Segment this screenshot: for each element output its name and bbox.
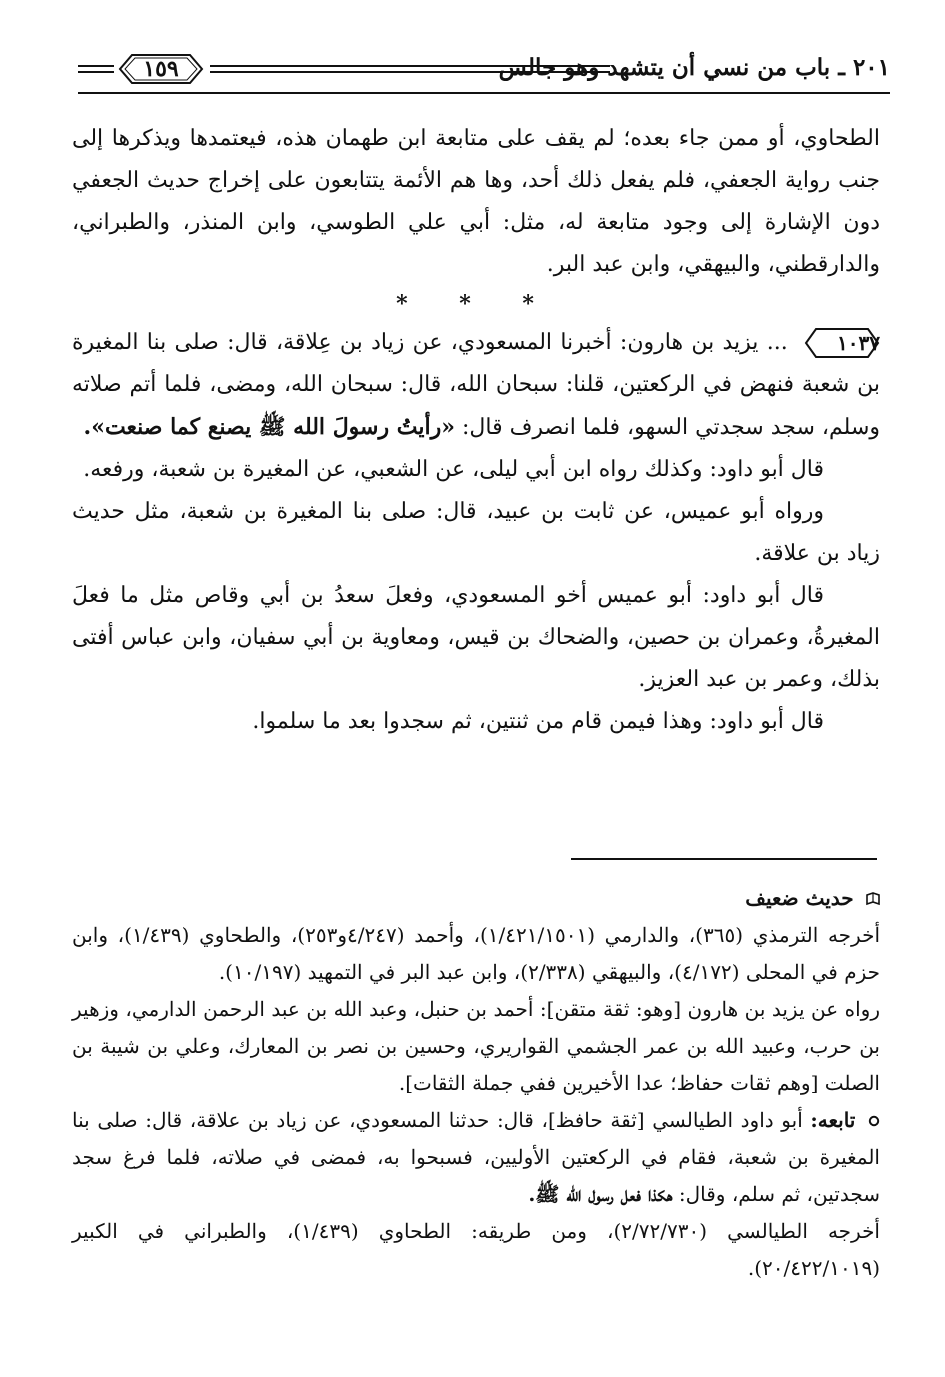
page-number: ١٥٩ <box>143 56 179 82</box>
footnote-paragraph: رواه عن يزيد بن هارون [وهو: ثقة متقن]: أحمد بن حنبل، وعبد الله بن عبد الرحمن الدارمي، وزهير بن حرب، وعبيد الله بن عمر الجشمي القواريري، وحسين بن نصر بن المعارك، وعلي بن شيبة بن الصلت [وهم ثقات حفاظ؛ عدا الأخيرين ففي جملة الثقات]. <box>72 997 880 1095</box>
hadith-number-badge <box>804 326 880 360</box>
hadith-grade: حديث ضعيف <box>745 886 854 910</box>
hadith-text: ... يزيد بن هارون: أخبرنا المسعودي، عن زياد بن عِلاقة، قال: صلى بنا المغيرة بن شعبة فنهض في الركعتين، قلنا: سبحان الله، قال: سبحان الله، ومضى، فلما أتم صلاته وسلم، سجد سجدتي السهو، فلما انصرف قال: <box>72 330 880 440</box>
running-header <box>78 52 890 104</box>
hadith-quote: «رأيتُ رسولَ الله ﷺ يصنع كما صنعت». <box>83 414 455 440</box>
paragraph: قال أبو داود: وكذلك رواه ابن أبي ليلى، عن الشعبي، عن المغيرة بن شعبة، ورفعه. <box>83 457 824 482</box>
header-double-rule-left <box>78 65 114 73</box>
follow-up-quote: هكذا فعل رسول الله ﷺ. <box>528 1182 673 1206</box>
chapter-title: ٢٠١ ـ باب من نسي أن يتشهد وهو جالس <box>498 54 890 81</box>
main-text <box>72 118 880 743</box>
footnote-paragraph: أخرجه الطيالسي (٢/٧٢/٧٣٠)، ومن طريقه: الطحاوي (١/٤٣٩)، والطبراني في الكبير (٢٠/٤٢٢/١٠١٩). <box>72 1219 880 1280</box>
follow-up-label: تابعه: <box>810 1108 856 1132</box>
hadith-number: ١٠٣٧ <box>837 331 880 355</box>
book-mark-icon <box>866 892 880 906</box>
bullet-icon <box>868 1115 880 1127</box>
paragraph: قال أبو داود: أبو عميس أخو المسعودي، وفعلَ سعدُ بن أبي وقاص مثل ما فعلَ المغيرةُ، وعمران بن حصين، والضحاك بن قيس، ومعاوية بن أبي سفيان، وابن عباس أفتى بذلك، وعمر بن عبد العزيز. <box>72 583 880 692</box>
hadith-paragraph <box>72 322 880 449</box>
grade-line <box>72 880 880 917</box>
paragraph: قال أبو داود: وهذا فيمن قام من ثنتين، ثم سجدوا بعد ما سلموا. <box>252 709 824 734</box>
follow-up-text: أبو داود الطيالسي [ثقة حافظ]، قال: حدثنا المسعودي، عن زياد بن علاقة، قال: صلى بنا المغيرة بن شعبة، فقام في الركعتين الأوليين، فسبحوا به، فمضى في صلاته، فلما فرغ سجد سجدتين، ثم سلم، وقال: <box>72 1108 880 1206</box>
footnote-paragraph: أخرجه الترمذي (٣٦٥)، والدارمي (١/٤٢١/١٥٠١)، وأحمد (٤/٢٤٧و٢٥٣)، والطحاوي (١/٤٣٩)، وابن حزم في المحلى (٤/١٧٢)، والبيهقي (٢/٣٣٨)، وابن عبد البر في التمهيد (١٠/١٩٧). <box>72 923 881 984</box>
footnotes <box>72 880 880 1287</box>
header-underline <box>78 92 890 94</box>
section-separator: * * * <box>396 291 556 317</box>
paragraph: ورواه أبو عميس، عن ثابت بن عبيد، قال: صلى بنا المغيرة بن شعبة، مثل حديث زياد بن علاقة. <box>72 499 880 566</box>
paragraph: الطحاوي، أو ممن جاء بعده؛ لم يقف على متابعة ابن طهمان هذه، فيعتمدها ويذكرها إلى جنب رواية الجعفي، فلم يفعل ذلك أحد، وها هم الأئمة يتتابعون على إخراج حديث الجعفي دون الإشارة إلى وجود متابعة له، مثل: أبي علي الطوسي، وابن المنذر، والطبراني، والدارقطني، والبيهقي، وابن عبد البر. <box>72 126 880 277</box>
footnote-divider <box>571 858 877 860</box>
page-number-badge <box>118 52 204 86</box>
footnote-paragraph <box>72 1102 880 1213</box>
